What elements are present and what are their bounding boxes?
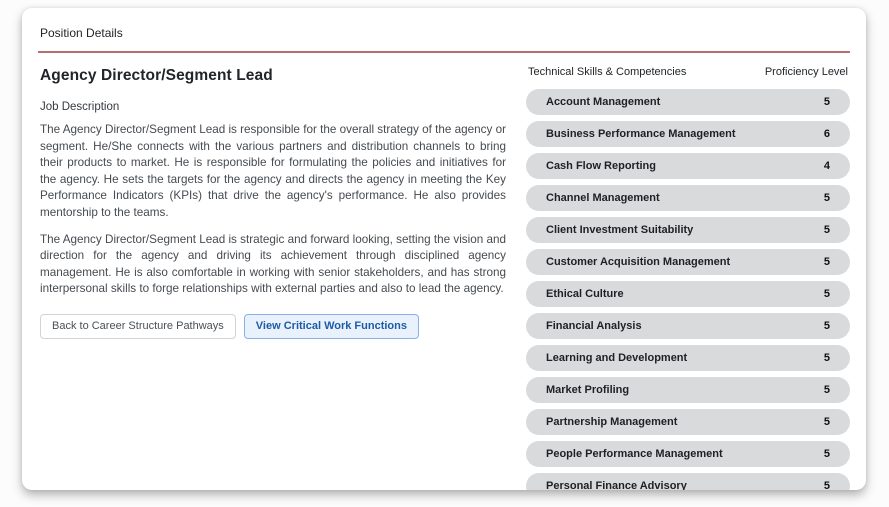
skill-proficiency-level: 5 bbox=[823, 384, 830, 396]
page-title: Position Details bbox=[38, 21, 850, 53]
skills-panel bbox=[526, 64, 850, 490]
skills-list bbox=[526, 89, 850, 490]
skill-pill[interactable] bbox=[526, 185, 850, 211]
skill-name: Personal Finance Advisory bbox=[546, 480, 687, 490]
skill-pill[interactable] bbox=[526, 89, 850, 115]
job-description-label: Job Description bbox=[40, 101, 120, 113]
skills-header-label: Technical Skills & Competencies bbox=[528, 66, 687, 78]
skill-pill[interactable] bbox=[526, 473, 850, 490]
skill-proficiency-level: 5 bbox=[823, 192, 830, 204]
skill-proficiency-level: 5 bbox=[823, 352, 830, 364]
skill-proficiency-level: 5 bbox=[823, 224, 830, 236]
skill-name: Financial Analysis bbox=[546, 320, 642, 332]
back-to-career-structure-pathways-button[interactable]: Back to Career Structure Pathways bbox=[40, 314, 236, 339]
skill-name: Learning and Development bbox=[546, 352, 688, 364]
position-details-card bbox=[22, 8, 866, 490]
skill-pill[interactable] bbox=[526, 217, 850, 243]
skill-proficiency-level: 5 bbox=[823, 448, 830, 460]
skill-proficiency-level: 4 bbox=[823, 160, 830, 172]
skills-header bbox=[528, 66, 848, 78]
skill-name: Client Investment Suitability bbox=[546, 224, 694, 236]
skill-pill[interactable] bbox=[526, 249, 850, 275]
skill-proficiency-level: 6 bbox=[823, 128, 830, 140]
skill-pill[interactable] bbox=[526, 377, 850, 403]
skill-pill[interactable] bbox=[526, 313, 850, 339]
content-area bbox=[38, 64, 850, 490]
button-row bbox=[40, 314, 506, 339]
skill-name: Customer Acquisition Management bbox=[546, 256, 731, 268]
skill-name: Business Performance Management bbox=[546, 128, 736, 140]
skill-pill[interactable] bbox=[526, 441, 850, 467]
skill-proficiency-level: 5 bbox=[823, 256, 830, 268]
skill-proficiency-level: 5 bbox=[823, 480, 830, 490]
skill-name: People Performance Management bbox=[546, 448, 723, 460]
skill-name: Market Profiling bbox=[546, 384, 630, 396]
job-description-paragraph: The Agency Director/Segment Lead is responsible for the overall strategy of the agency or segment. He/She connects with the various partners and distribution channels to bring their products to market. He is responsible for formulating the policies and initiatives for the agency. He sets the targets for the agency and directs the agency in meeting the Key Performance Indicators (KPIs) that drive the agency's performance. He also provides mentorship to the teams. bbox=[40, 123, 506, 219]
skill-proficiency-level: 5 bbox=[823, 288, 830, 300]
skill-name: Channel Management bbox=[546, 192, 660, 204]
position-title: Agency Director/Segment Lead bbox=[40, 67, 273, 84]
proficiency-level-header-label: Proficiency Level bbox=[764, 66, 848, 78]
skill-name: Ethical Culture bbox=[546, 288, 624, 300]
skill-proficiency-level: 5 bbox=[823, 96, 830, 108]
skill-pill[interactable] bbox=[526, 345, 850, 371]
skill-pill[interactable] bbox=[526, 409, 850, 435]
skill-proficiency-level: 5 bbox=[823, 320, 830, 332]
skill-name: Cash Flow Reporting bbox=[546, 160, 656, 172]
view-critical-work-functions-button[interactable]: View Critical Work Functions bbox=[244, 314, 419, 339]
skill-pill[interactable] bbox=[526, 153, 850, 179]
skill-pill[interactable] bbox=[526, 281, 850, 307]
skill-proficiency-level: 5 bbox=[823, 416, 830, 428]
skill-name: Partnership Management bbox=[546, 416, 678, 428]
skill-pill[interactable] bbox=[526, 121, 850, 147]
job-description-paragraph: The Agency Director/Segment Lead is strategic and forward looking, setting the vision and direction for the agency and driving its achievement through disciplined agency management. He is also comfortable in working with senior stakeholders, and has strong interpersonal skills to forge relationships with external parties and also to lead the agency. bbox=[40, 232, 506, 296]
job-description-panel bbox=[38, 64, 506, 490]
skill-name: Account Management bbox=[546, 96, 661, 108]
